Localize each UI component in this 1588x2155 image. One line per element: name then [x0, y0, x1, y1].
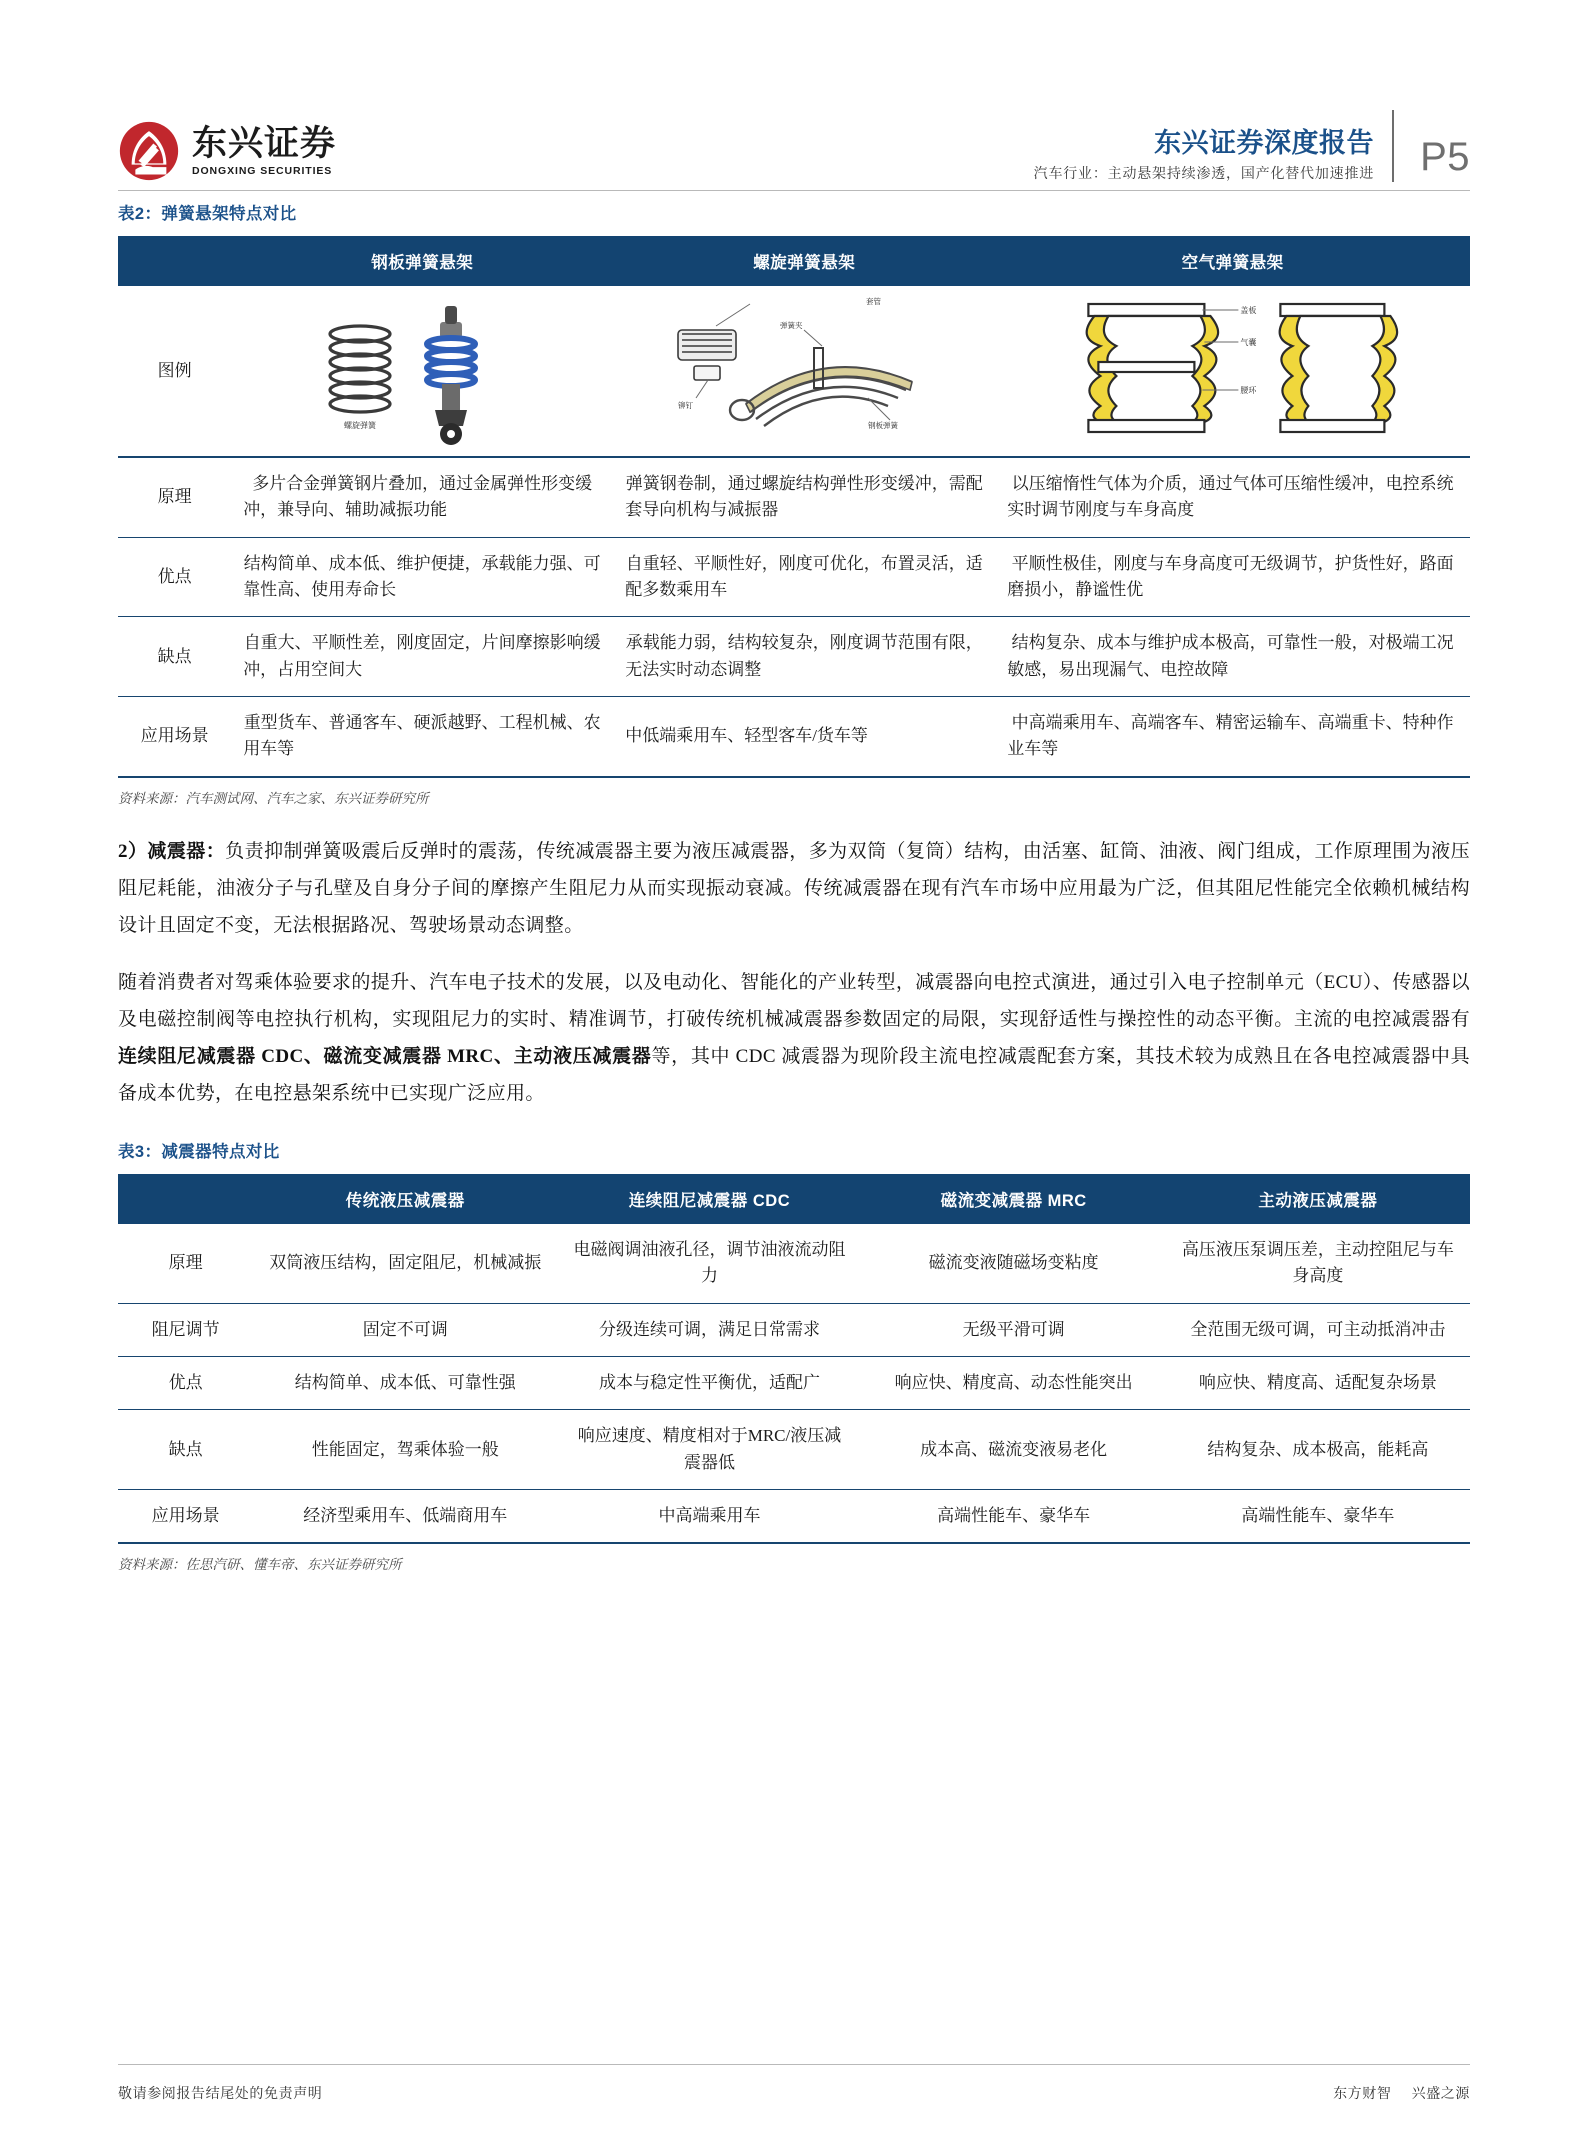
table3-caption: 表3：减震器特点对比 [118, 1143, 280, 1162]
table2-row1-cell2: 平顺性极佳，刚度与车身高度可无级调节，护货性好，路面磨损小，静谧性优 [995, 537, 1470, 617]
paragraph-1 [118, 833, 1470, 944]
table2-col3-header: 空气弹簧悬架 [995, 236, 1470, 286]
report-title: 东兴证券深度报告 [1154, 127, 1375, 158]
body-paragraphs [118, 833, 1470, 1112]
table2-row2-cell1: 承载能力弱，结构较复杂，刚度调节范围有限，无法实时动态调整 [613, 617, 995, 697]
table-row [118, 617, 1470, 697]
dongxing-logo-icon [118, 120, 180, 182]
table3-row3-cell3: 结构复杂、成本极高，能耗高 [1166, 1410, 1470, 1490]
table2-caption: 表2：弹簧悬架特点对比 [118, 205, 297, 223]
page-footer [118, 2083, 1470, 2103]
table2-col2-header: 螺旋弹簧悬架 [613, 236, 995, 286]
paragraph-1-body: 负责抑制弹簧吸震后反弹时的震荡，传统减震器主要为液压减震器，多为双筒（复筒）结构，由活塞、缸筒、油液、阀门组成，工作原理围为液压阻尼耗能，油液分子与孔壁及自身分子间的摩擦产生阻尼力从而实现振动衰减。传统减震器在现有汽车市场中应用最为广泛，但其阻尼性能完全依赖机械结构设计且固定不变，无法根据路况、驾驶场景动态调整。 [118, 840, 1471, 936]
table2-header-row [118, 236, 1470, 286]
table3-row0-label: 原理 [168, 1253, 203, 1273]
footer-slogan-part2: 兴盛之源 [1411, 2087, 1470, 2102]
leaf-spring-diagram-icon [613, 286, 995, 456]
company-logo [118, 120, 336, 186]
table3-row2-label: 优点 [118, 1357, 253, 1410]
table3-row4-cell1: 中高端乘用车 [557, 1490, 861, 1544]
svg-text:螺旋弹簧: 螺旋弹簧 [344, 421, 377, 430]
table3-row4-label: 应用场景 [118, 1490, 253, 1544]
paragraph-2 [118, 964, 1470, 1112]
coil-spring-diagram-icon [231, 286, 613, 456]
table2-row3-label: 应用场景 [118, 697, 231, 777]
table-row [118, 1303, 1470, 1356]
table2-row0-cell0: 多片合金弹簧钢片叠加，通过金属弹性形变缓冲，兼导向、辅助减振功能 [231, 457, 613, 537]
header-title-group [1034, 127, 1392, 184]
table3-header-row [118, 1174, 1470, 1224]
table3-col3-header: 磁流变减震器 MRC [862, 1174, 1166, 1224]
paragraph-1-lead: 2）减震器： [118, 840, 226, 862]
paragraph-2-part1: 随着消费者对驾乘体验要求的提升、汽车电子技术的发展，以及电动化、智能化的产业转型，减震器向电控式演进，通过引入电子控制单元（ECU）、传感器以及电磁控制阀等电控执行机构，实现阻尼力的实时、精准调节，打破传统机械减震器参数固定的局限，实现舒适性与操控性的动态平衡。主流的电控减震器有 [118, 971, 1470, 1030]
logo-wordmark [192, 123, 337, 177]
table3-source: 资料来源：佐思汽研、懂车帝、东兴证券研究所 [118, 1557, 402, 1573]
table2-row1-cell0: 结构简单、成本低、维护便捷，承载能力强、可靠性高、使用寿命长 [231, 537, 613, 617]
table3-col4-header: 主动液压减震器 [1166, 1174, 1470, 1224]
table2-col1-header: 钢板弹簧悬架 [231, 236, 613, 286]
page-number: P5 [1420, 135, 1470, 179]
header-right-group [1034, 110, 1470, 186]
table3-row1-cell2: 无级平滑可调 [862, 1303, 1166, 1356]
svg-text:铆钉: 铆钉 [678, 401, 694, 410]
table3-row0-cell0: 双筒液压结构，固定阻尼，机械减振 [269, 1253, 542, 1273]
table-row [118, 1490, 1470, 1544]
air-spring-diagram-icon [995, 286, 1470, 456]
table3-row4-cell2: 高端性能车、豪华车 [862, 1490, 1166, 1544]
table3-row2-cell1: 成本与稳定性平衡优，适配广 [557, 1357, 861, 1410]
footer-disclaimer: 敬请参阅报告结尾处的免责声明 [118, 2087, 323, 2102]
svg-text:腰环: 腰环 [1240, 386, 1257, 395]
table3-row3-cell1: 响应速度、精度相对于MRC/液压减震器低 [557, 1410, 861, 1490]
table3-row2-cell0: 结构简单、成本低、可靠性强 [253, 1357, 557, 1410]
table3-row2-cell3: 响应快、精度高、适配复杂场景 [1166, 1357, 1470, 1410]
table-row [118, 1410, 1470, 1490]
table2-figure-row [118, 286, 1470, 457]
table3-row1-label: 阻尼调节 [118, 1303, 253, 1356]
table2-row2-label: 缺点 [118, 617, 231, 697]
table3-col1-header: 传统液压减震器 [253, 1174, 557, 1224]
paragraph-2-emphasis: 连续阻尼减震器 CDC、磁流变减震器 MRC、主动液压减震器 [118, 1045, 652, 1067]
table3-row3-label: 缺点 [118, 1410, 253, 1490]
svg-text:钢板弹簧: 钢板弹簧 [868, 421, 899, 430]
report-subtitle: 汽车行业：主动悬架持续渗透，国产化替代加速推进 [1033, 167, 1375, 183]
table3-row3-cell0: 性能固定，驾乘体验一般 [253, 1410, 557, 1490]
table-row [118, 697, 1470, 777]
page-content [118, 200, 1470, 1573]
table-row [118, 537, 1470, 617]
table3-col2-header: 连续阻尼减震器 CDC [557, 1174, 861, 1224]
table2-row0-label: 原理 [118, 457, 231, 537]
paragraph-2-part2: 等，其中 CDC 减震器为现阶段主流电控减震配套方案，其技术较为成熟且在各电控减震器中具备成本优势，在电控悬架系统中已实现广泛应用。 [118, 1045, 1471, 1105]
table3-row0-cell2: 磁流变液随磁场变粘度 [928, 1253, 1099, 1273]
table2-row0-cell2: 以压缩惰性气体为介质，通过气体可压缩性缓冲，电控系统实时调节刚度与车身高度 [995, 457, 1470, 537]
table3 [118, 1174, 1470, 1544]
table3-row0-cell1: 电磁阀调油液孔径，调节油液流动阻力 [573, 1240, 846, 1286]
table2-figure-cell-3 [995, 286, 1470, 457]
page-header [118, 100, 1470, 186]
svg-text:弹簧夹: 弹簧夹 [780, 321, 803, 330]
table2-figure-cell-1 [231, 286, 613, 457]
table2-row3-cell2: 中高端乘用车、高端客车、精密运输车、高端重卡、特种作业车等 [995, 697, 1470, 777]
logo-english-name: DONGXING SECURITIES [192, 164, 333, 177]
table2-row3-cell1: 中低端乘用车、轻型客车/货车等 [613, 697, 995, 777]
table2-row0-cell1: 弹簧钢卷制，通过螺旋结构弹性形变缓冲，需配套导向机构与减振器 [613, 457, 995, 537]
table3-col0-header [118, 1174, 253, 1224]
table2-row1-label: 优点 [118, 537, 231, 617]
table3-row0-cell3: 高压液压泵调压差，主动控阻尼与车身高度 [1181, 1240, 1454, 1286]
table-row [118, 1224, 1470, 1303]
table2-figure-cell-2 [613, 286, 995, 457]
table2-figure-row-label: 图例 [157, 360, 192, 380]
table2 [118, 236, 1470, 778]
table-row [118, 457, 1470, 537]
footer-slogan [1317, 2083, 1470, 2103]
svg-text:套管: 套管 [866, 297, 882, 306]
table3-row1-cell3: 全范围无级可调，可主动抵消冲击 [1166, 1303, 1470, 1356]
footer-rule [118, 2064, 1470, 2065]
svg-text:气囊: 气囊 [1240, 338, 1257, 347]
table-row [118, 1357, 1470, 1410]
table2-row1-cell1: 自重轻、平顺性好，刚度可优化，布置灵活，适配多数乘用车 [613, 537, 995, 617]
table3-row1-cell0: 固定不可调 [253, 1303, 557, 1356]
header-rule [118, 190, 1470, 191]
table2-row2-cell0: 自重大、平顺性差，刚度固定，片间摩擦影响缓冲，占用空间大 [231, 617, 613, 697]
table3-row2-cell2: 响应快、精度高、动态性能突出 [862, 1357, 1166, 1410]
table3-row1-cell1: 分级连续可调，满足日常需求 [557, 1303, 861, 1356]
table3-row4-cell3: 高端性能车、豪华车 [1166, 1490, 1470, 1544]
table2-col0-header [118, 236, 231, 286]
table3-row4-cell0: 经济型乘用车、低端商用车 [253, 1490, 557, 1544]
svg-text:盖板: 盖板 [1240, 306, 1257, 315]
table2-row2-cell2: 结构复杂、成本与维护成本极高，可靠性一般，对极端工况敏感，易出现漏气、电控故障 [995, 617, 1470, 697]
table2-row3-cell0: 重型货车、普通客车、硬派越野、工程机械、农用车等 [231, 697, 613, 777]
table3-row3-cell2: 成本高、磁流变液易老化 [862, 1410, 1166, 1490]
logo-chinese-name: 东兴证券 [192, 123, 337, 163]
footer-slogan-part1: 东方财智 [1333, 2087, 1392, 2102]
table2-source: 资料来源：汽车测试网、汽车之家、东兴证券研究所 [118, 790, 429, 806]
